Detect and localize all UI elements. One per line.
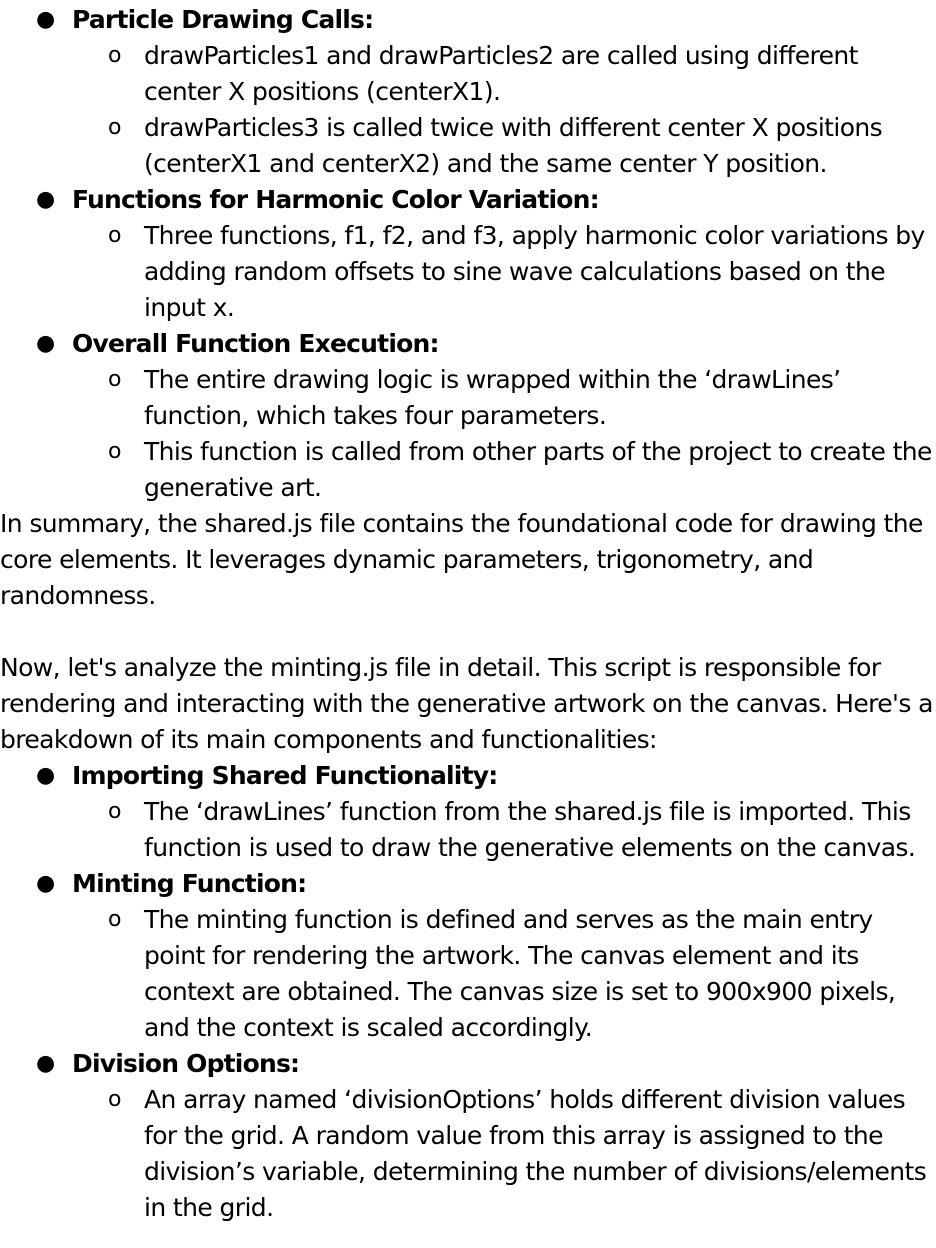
list-item-text: drawParticles1 and drawParticles2 are called using different center X positions (centerX1). bbox=[144, 41, 858, 106]
bullet-icon: ● bbox=[36, 871, 55, 896]
circle-bullet-icon: o bbox=[108, 907, 121, 932]
list-item bbox=[72, 1082, 936, 1226]
sublist bbox=[72, 902, 936, 1046]
bullet-icon: ● bbox=[36, 331, 55, 356]
list-heading: Functions for Harmonic Color Variation: bbox=[72, 185, 599, 214]
circle-bullet-icon: o bbox=[108, 799, 121, 824]
circle-bullet-icon: o bbox=[108, 223, 121, 248]
section1-item-harmonic-color bbox=[0, 182, 936, 326]
intro-paragraph: Now, let's analyze the minting.js file in detail. This script is responsible for rendering and interacting with the generative artwork on the canvas. Here's a breakdown of its main components and functionalities: bbox=[0, 653, 933, 754]
list-item-text: The entire drawing logic is wrapped within the ‘drawLines’ function, which takes four parameters. bbox=[144, 365, 841, 430]
list-item bbox=[72, 794, 936, 866]
sublist bbox=[72, 218, 936, 326]
list-item bbox=[72, 362, 936, 434]
list-item bbox=[72, 434, 936, 506]
section1-list bbox=[0, 2, 936, 506]
sublist bbox=[72, 362, 936, 506]
list-item-text: drawParticles3 is called twice with different center X positions (centerX1 and centerX2) and the same center Y position. bbox=[144, 113, 883, 178]
list-item bbox=[72, 218, 936, 326]
circle-bullet-icon: o bbox=[108, 439, 121, 464]
list-item bbox=[72, 902, 936, 1046]
spacer bbox=[0, 614, 936, 650]
bullet-icon: ● bbox=[36, 1051, 55, 1076]
section1-item-particle-drawing bbox=[0, 2, 936, 182]
bullet-icon: ● bbox=[36, 763, 55, 788]
list-item bbox=[72, 110, 936, 182]
section2-item-division bbox=[0, 1046, 936, 1226]
sublist bbox=[72, 794, 936, 866]
list-heading: Minting Function: bbox=[72, 869, 307, 898]
list-heading: Importing Shared Functionality: bbox=[72, 761, 498, 790]
bullet-icon: ● bbox=[36, 7, 55, 32]
list-item-text: An array named ‘divisionOptions’ holds different division values for the grid. A random value from this array is assigned to the division’s variable, determining the number of divisions/elements in the grid. bbox=[144, 1085, 927, 1222]
bullet-icon: ● bbox=[36, 187, 55, 212]
list-heading: Particle Drawing Calls: bbox=[72, 5, 374, 34]
section2-item-minting bbox=[0, 866, 936, 1046]
summary-paragraph: In summary, the shared.js file contains the foundational code for drawing the core elements. It leverages dynamic parameters, trigonometry, and randomness. bbox=[0, 509, 923, 610]
list-item-text: The ‘drawLines’ function from the shared.js file is imported. This function is used to draw the generative elements on the canvas. bbox=[144, 797, 916, 862]
list-heading: Division Options: bbox=[72, 1049, 300, 1078]
list-heading: Overall Function Execution: bbox=[72, 329, 439, 358]
circle-bullet-icon: o bbox=[108, 115, 121, 140]
circle-bullet-icon: o bbox=[108, 43, 121, 68]
list-item-text: Three functions, f1, f2, and f3, apply harmonic color variations by adding random offsets to sine wave calculations based on the input x. bbox=[144, 221, 925, 322]
section2-item-importing bbox=[0, 758, 936, 866]
circle-bullet-icon: o bbox=[108, 367, 121, 392]
section2-list bbox=[0, 758, 936, 1226]
list-item bbox=[72, 38, 936, 110]
list-item-text: The minting function is defined and serves as the main entry point for rendering the artwork. The canvas element and its context are obtained. The canvas size is set to 900x900 pixels, and the context is scaled accordingly. bbox=[144, 905, 896, 1042]
section1-item-overall-execution bbox=[0, 326, 936, 506]
sublist bbox=[72, 1082, 936, 1226]
circle-bullet-icon: o bbox=[108, 1087, 121, 1112]
list-item-text: This function is called from other parts of the project to create the generative art. bbox=[144, 437, 932, 502]
sublist bbox=[72, 38, 936, 182]
